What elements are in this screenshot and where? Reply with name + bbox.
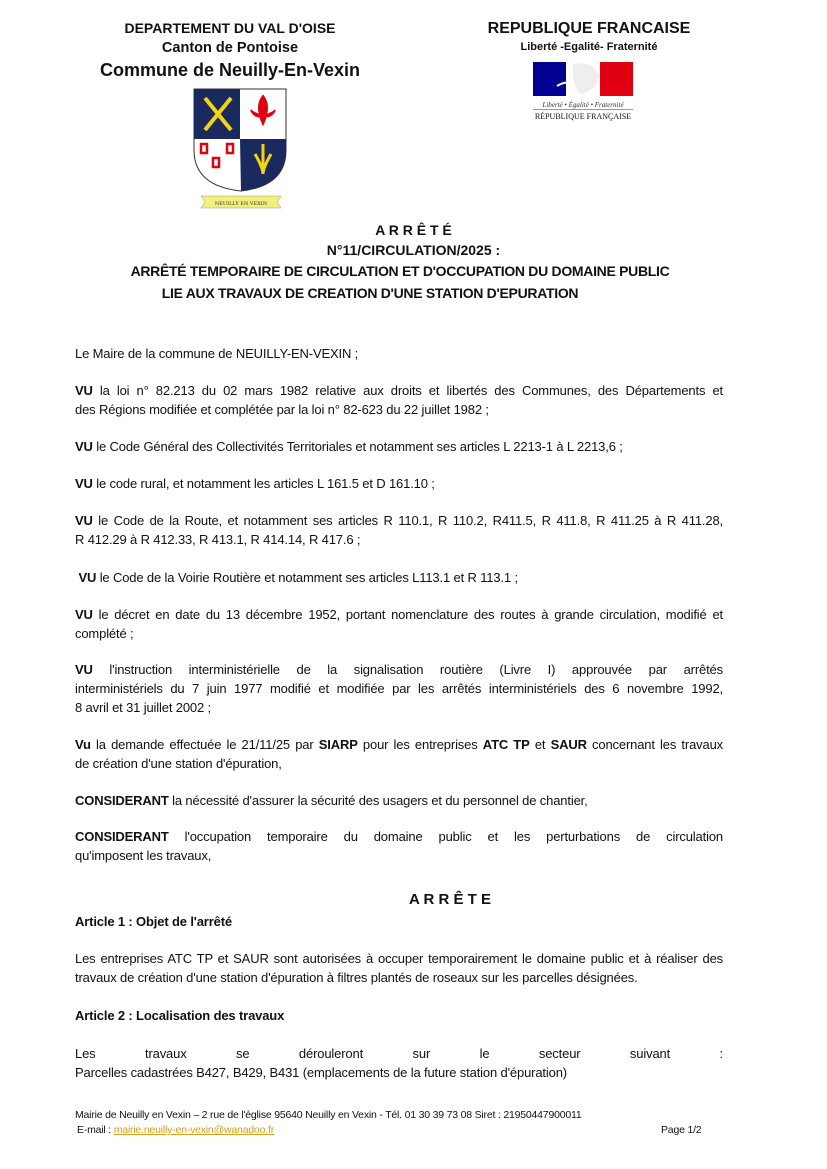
title-subject-1: ARRÊTÉ TEMPORAIRE DE CIRCULATION ET D'OCCUPATION DU DOMAINE PUBLIC [130,263,670,279]
text-line [75,698,723,717]
text-segment: pour les entreprises [357,737,483,752]
text-line [75,568,723,587]
text-line [75,437,723,456]
text-segment: qu'imposent les travaux, [75,848,212,863]
title-arrete: A R R Ê T É [375,222,452,238]
text-line [75,846,723,865]
paragraph-considerant-occupation [75,827,723,865]
text-segment: la loi n° 82.213 du 02 mars 1982 relative aux droits et libertés des Communes, des Départements et [92,383,723,398]
bold-text: VU [75,570,97,585]
republic-motto: Liberté -Egalité- Fraternité [520,41,658,53]
text-line [75,605,723,624]
text-line [75,530,723,549]
text-segment: l'occupation temporaire du domaine public et les perturbations de circulation [168,829,723,844]
bold-text: Article 1 : Objet de l'arrêté [75,914,232,929]
text-line [75,624,723,643]
bold-text: VU [75,662,93,677]
text-segment: le décret en date du 13 décembre 1952, portant nomenclature des routes à grande circulation, modifié et [92,607,723,622]
paragraph-vu-instruction [75,660,723,717]
commune-crest-logo [193,88,289,217]
paragraph-vu-voirie [75,568,723,587]
text-line [75,344,723,363]
marianne-label: RÉPUBLIQUE FRANÇAISE [534,112,632,121]
bold-text: CONSIDERANT [75,829,169,844]
paragraph-vu-loi [75,381,723,419]
text-segment: R 412.29 à R 412.33, R 413.1, R 414.14, R 417.6 ; [75,532,361,547]
text-line [75,1006,723,1025]
marianne-logo [533,62,633,121]
text-line [75,1044,723,1063]
text-segment: complété ; [75,626,134,641]
text-segment: Les entreprises ATC TP et SAUR sont autorisées à occuper temporairement le domaine public et à réaliser des [75,951,723,966]
text-segment: le Code Général des Collectivités Territoriales et notamment ses articles L 2213-1 à L 2213,6 ; [92,439,623,454]
text-segment: la nécessité d'assurer la sécurité des usagers et du personnel de chantier, [168,793,588,808]
paragraph-vu-code-rural [75,474,723,493]
title-subject-2: LIE AUX TRAVAUX DE CREATION D'UNE STATION D'EPURATION [161,285,579,301]
footer-email-line [77,1124,274,1136]
bold-text: VU [75,476,93,491]
paragraph-considerant-securite [75,791,723,810]
bold-text: Article 2 : Localisation des travaux [75,1008,285,1023]
text-line [75,791,723,810]
arrete-heading: A R R Ê T E [409,891,491,908]
page-number: Page 1/2 [661,1124,702,1136]
bold-text: CONSIDERANT [75,793,169,808]
bold-text: VU [75,607,93,622]
text-line [75,827,723,846]
text-segment: la demande effectuée le 21/11/25 par [90,737,319,752]
text-line [75,735,723,754]
paragraph-article-1-heading [75,912,723,931]
paragraph-vu-code-route [75,511,723,549]
text-segment: l'instruction interministérielle de la signalisation routière (Livre I) approuvée par arrêtés [92,662,723,677]
text-line [75,511,723,530]
text-segment: concernant les travaux [586,737,724,752]
text-segment: Parcelles cadastrées B427, B429, B431 (emplacements de la future station d'épuration) [75,1065,567,1080]
canton-name: Canton de Pontoise [161,40,299,56]
footer-email-label: E-mail : [77,1124,114,1136]
text-line [75,660,723,679]
crest-motto-text: NEUILLY EN VEXIN [214,201,268,207]
paragraph-article-2-text [75,1044,723,1082]
paragraph-intro [75,344,723,363]
paragraph-article-2-heading [75,1006,723,1025]
bold-text: SIARP [318,737,358,752]
text-segment: Les travaux se dérouleront sur le secteur suivant : [75,1046,723,1061]
text-segment: interministériels du 7 juin 1977 modifié et modifiée par les arrêtés interministériels des 6 novembre 1992, [75,681,723,696]
commune-name: Commune de Neuilly-En-Vexin [99,60,361,80]
bold-text: Vu [75,737,91,752]
text-segment: le Code de la Route, et notamment ses articles R 110.1, R 110.2, R411.5, R 411.8, R 411.25 à R 411.28, [92,513,723,528]
bold-text: VU [75,513,93,528]
text-segment: de création d'une station d'épuration, [75,756,282,771]
footer-address: Mairie de Neuilly en Vexin – 2 rue de l'église 95640 Neuilly en Vexin - Tél. 01 30 39 73 08 Siret : 21950447900011 [75,1109,582,1121]
text-line [75,679,723,698]
text-segment: travaux de création d'une station d'épuration à filtres plantés de roseaux sur les parcelles désignées. [75,970,638,985]
title-number: N°11/CIRCULATION/2025 : [326,242,501,258]
text-line [75,912,723,931]
text-segment: Le Maire de la commune de NEUILLY-EN-VEXIN ; [75,346,359,361]
bold-text: VU [75,439,93,454]
footer-email-link[interactable]: mairie.neuilly-en-vexin@wanadoo.fr [113,1124,274,1136]
text-segment: le Code de la Voirie Routière et notamment ses articles L113.1 et R 113.1 ; [96,570,518,585]
paragraph-vu-decret [75,605,723,643]
text-segment: et [529,737,551,752]
text-line [75,400,723,419]
bold-text: VU [75,383,93,398]
paragraph-vu-demande [75,735,723,773]
text-segment: 8 avril et 31 juillet 2002 ; [75,700,211,715]
bold-text: ATC TP [482,737,530,752]
text-line [75,1063,723,1082]
text-line [75,474,723,493]
paragraph-article-1-text [75,949,723,987]
text-line [75,754,723,773]
paragraph-vu-cgct [75,437,723,456]
marianne-motto: Liberté • Égalité • Fraternité [533,101,633,110]
republic-name: REPUBLIQUE FRANCAISE [487,20,691,37]
text-segment: le code rural, et notamment les articles L 161.5 et D 161.10 ; [92,476,435,491]
text-line [75,381,723,400]
text-line [75,968,723,987]
department-name: DEPARTEMENT DU VAL D'OISE [124,20,336,36]
text-line [75,949,723,968]
text-segment: des Régions modifiée et complétée par la loi n° 82-623 du 22 juillet 1982 ; [75,402,489,417]
bold-text: SAUR [550,737,587,752]
